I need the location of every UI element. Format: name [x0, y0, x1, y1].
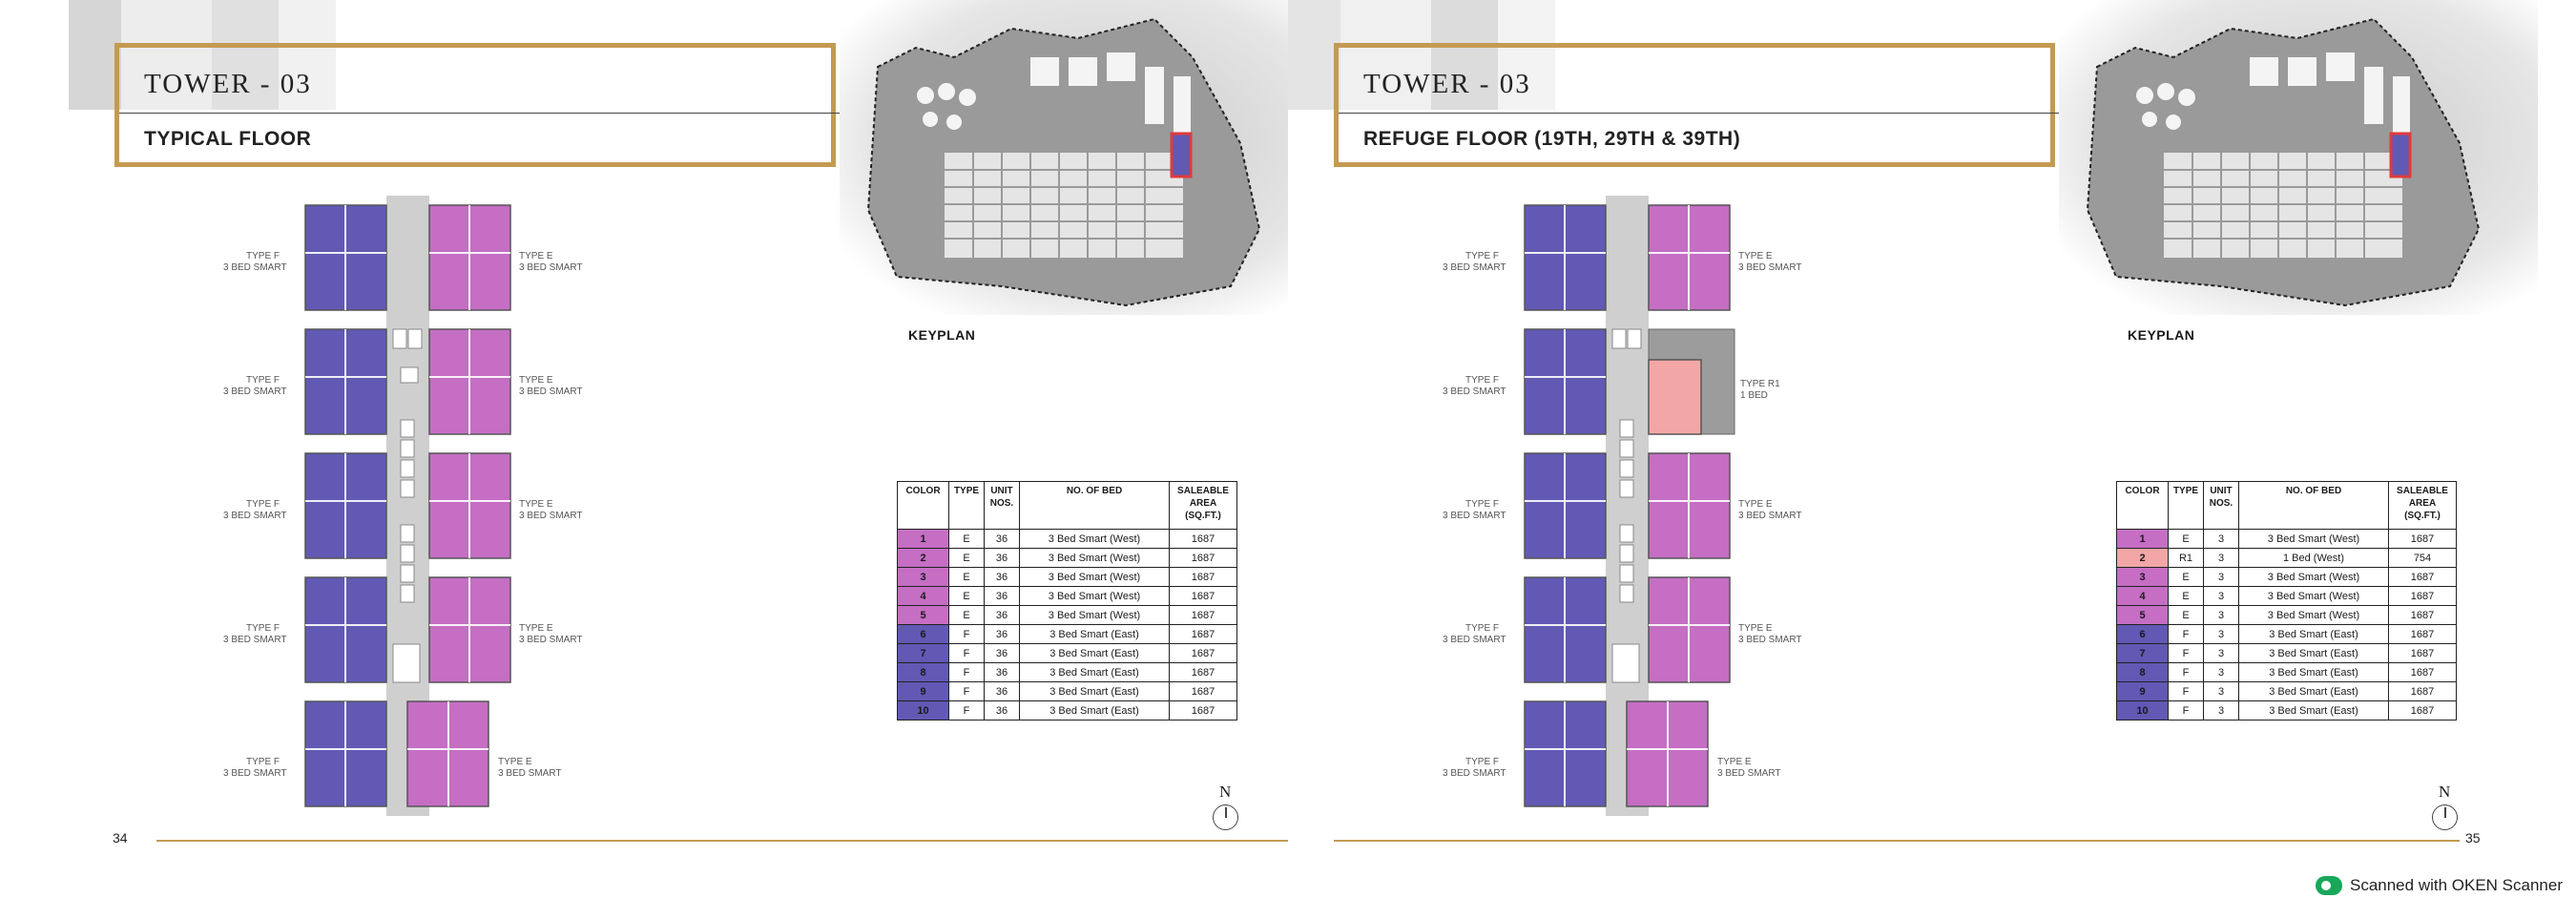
unit-type-label: TYPE F: [1465, 375, 1500, 386]
unit-count-cell: 3: [2204, 587, 2239, 606]
area-cell: 1687: [1170, 644, 1237, 663]
unit-count-cell: 36: [985, 587, 1020, 606]
bedroom-cell: 3 Bed Smart (West): [2239, 606, 2389, 625]
keyplan-map: [840, 0, 1319, 315]
header-cell: UNIT NOS.: [2204, 482, 2239, 530]
unit-type-label: TYPE E: [498, 757, 532, 767]
unit-desc-label: 3 BED SMART: [1717, 768, 1781, 779]
unit-type-label: TYPE E: [1738, 623, 1773, 634]
area-cell: 1687: [1170, 568, 1237, 587]
bedroom-cell: 3 Bed Smart (West): [1020, 587, 1170, 606]
type-cell: E: [2169, 606, 2204, 625]
page-number: 35: [2465, 830, 2481, 846]
keyplan-label: KEYPLAN: [2128, 327, 2195, 343]
unit-desc-label: 3 BED SMART: [223, 511, 287, 521]
area-cell: 1687: [1170, 682, 1237, 701]
color-swatch-cell: 1: [2117, 530, 2169, 549]
table-row: [898, 549, 1237, 568]
title-box: [114, 43, 836, 167]
unit-count-cell: 3: [2204, 549, 2239, 568]
unit-type-label: TYPE F: [246, 251, 280, 261]
type-cell: F: [2169, 663, 2204, 682]
unit-type-label: TYPE F: [1465, 757, 1500, 767]
unit-type-label: TYPE E: [519, 251, 553, 261]
unit-type-label: TYPE F: [1465, 623, 1500, 634]
bedroom-cell: 3 Bed Smart (West): [2239, 530, 2389, 549]
page-number: 34: [113, 830, 128, 846]
title-divider: [1339, 113, 2060, 114]
unit-count-cell: 36: [985, 530, 1020, 549]
unit-desc-label: 3 BED SMART: [1443, 511, 1506, 521]
bedroom-cell: 3 Bed Smart (West): [1020, 530, 1170, 549]
bedroom-cell: 3 Bed Smart (East): [1020, 663, 1170, 682]
area-cell: 1687: [1170, 549, 1237, 568]
unit-desc-label: 3 BED SMART: [519, 635, 583, 645]
table-row: [898, 644, 1237, 663]
bedroom-cell: 3 Bed Smart (East): [2239, 701, 2389, 721]
bedroom-cell: 3 Bed Smart (West): [2239, 587, 2389, 606]
unit-schedule-table: [897, 481, 1237, 721]
unit-type-label: TYPE F: [1465, 499, 1500, 510]
table-row: [2117, 701, 2457, 721]
brochure-page-right: [1288, 0, 2509, 870]
unit-count-cell: 3: [2204, 644, 2239, 663]
scanner-watermark: [2316, 876, 2563, 895]
area-cell: 1687: [1170, 606, 1237, 625]
keyplan-map: [2059, 0, 2538, 315]
unit-desc-label: 3 BED SMART: [1443, 386, 1506, 397]
type-cell: F: [949, 663, 985, 682]
unit-desc-label: 3 BED SMART: [1443, 635, 1506, 645]
table-row: [2117, 663, 2457, 682]
table-row: [898, 625, 1237, 644]
unit-type-label: TYPE F: [246, 375, 280, 386]
unit-count-cell: 36: [985, 568, 1020, 587]
table-header-row: [898, 482, 1237, 530]
color-swatch-cell: 3: [898, 568, 949, 587]
color-swatch-cell: 6: [2117, 625, 2169, 644]
color-swatch-cell: 9: [898, 682, 949, 701]
bedroom-cell: 3 Bed Smart (East): [1020, 644, 1170, 663]
table-row: [2117, 587, 2457, 606]
bedroom-cell: 3 Bed Smart (West): [2239, 568, 2389, 587]
unit-desc-label: 3 BED SMART: [223, 635, 287, 645]
watermark-text: Scanned with OKEN Scanner: [2349, 876, 2563, 894]
header-cell: SALEABLE AREA (SQ.FT.): [2389, 482, 2457, 530]
type-cell: E: [2169, 587, 2204, 606]
unit-desc-label: 3 BED SMART: [498, 768, 562, 779]
area-cell: 1687: [2389, 568, 2457, 587]
bedroom-cell: 3 Bed Smart (East): [2239, 682, 2389, 701]
color-swatch-cell: 7: [898, 644, 949, 663]
area-cell: 1687: [1170, 625, 1237, 644]
unit-desc-label: 3 BED SMART: [1443, 262, 1506, 273]
bedroom-cell: 3 Bed Smart (East): [2239, 644, 2389, 663]
oken-scanner-logo-icon: [2316, 876, 2342, 895]
brochure-page-left: [69, 0, 1290, 870]
type-cell: F: [949, 682, 985, 701]
table-body: [2117, 530, 2457, 721]
unit-type-label: TYPE E: [1717, 757, 1752, 767]
type-cell: E: [949, 606, 985, 625]
area-cell: 1687: [2389, 644, 2457, 663]
tower-title: TOWER - 03: [144, 69, 312, 99]
color-swatch-cell: 6: [898, 625, 949, 644]
table-row: [898, 663, 1237, 682]
area-cell: 1687: [2389, 587, 2457, 606]
area-cell: 1687: [2389, 530, 2457, 549]
unit-count-cell: 3: [2204, 663, 2239, 682]
header-cell: UNIT NOS.: [985, 482, 1020, 530]
type-cell: E: [949, 530, 985, 549]
header-cell: TYPE: [949, 482, 985, 530]
table-row: [898, 530, 1237, 549]
color-swatch-cell: 10: [2117, 701, 2169, 721]
refuge-floor-plan: [1443, 196, 1844, 825]
color-swatch-cell: 2: [898, 549, 949, 568]
bedroom-cell: 3 Bed Smart (West): [1020, 606, 1170, 625]
table-row: [2117, 530, 2457, 549]
header-cell: NO. OF BED: [2239, 482, 2389, 530]
unit-type-label: TYPE F: [1465, 251, 1500, 261]
unit-type-label: TYPE R1: [1740, 379, 1780, 389]
floor-title: TYPICAL FLOOR: [144, 128, 312, 150]
table-row: [2117, 682, 2457, 701]
area-cell: 1687: [1170, 663, 1237, 682]
unit-desc-label: 3 BED SMART: [519, 511, 583, 521]
color-swatch-cell: 9: [2117, 682, 2169, 701]
unit-count-cell: 36: [985, 663, 1020, 682]
area-cell: 1687: [2389, 663, 2457, 682]
footer-divider: [156, 840, 1290, 842]
unit-type-label: TYPE E: [519, 499, 553, 510]
unit-count-cell: 3: [2204, 606, 2239, 625]
bedroom-cell: 1 Bed (West): [2239, 549, 2389, 568]
color-swatch-cell: 4: [898, 587, 949, 606]
color-swatch-cell: 3: [2117, 568, 2169, 587]
north-compass-icon: [2429, 783, 2463, 840]
title-box: [1334, 43, 2055, 167]
type-cell: F: [2169, 682, 2204, 701]
type-cell: R1: [2169, 549, 2204, 568]
unit-desc-label: 3 BED SMART: [1443, 768, 1506, 779]
color-swatch-cell: 5: [2117, 606, 2169, 625]
type-cell: E: [949, 568, 985, 587]
unit-desc-label: 3 BED SMART: [1738, 262, 1802, 273]
bedroom-cell: 3 Bed Smart (West): [1020, 568, 1170, 587]
bedroom-cell: 3 Bed Smart (East): [1020, 682, 1170, 701]
typical-floor-plan: [223, 196, 625, 825]
area-cell: 1687: [2389, 682, 2457, 701]
area-cell: 1687: [1170, 587, 1237, 606]
unit-count-cell: 3: [2204, 682, 2239, 701]
bedroom-cell: 3 Bed Smart (East): [1020, 701, 1170, 721]
tower-title: TOWER - 03: [1363, 69, 1531, 99]
unit-count-cell: 36: [985, 625, 1020, 644]
compass-letter: N: [1219, 783, 1232, 801]
unit-schedule-table: [2116, 481, 2457, 721]
area-cell: 1687: [2389, 701, 2457, 721]
table-row: [898, 587, 1237, 606]
header-cell: COLOR: [898, 482, 949, 530]
table-row: [2117, 549, 2457, 568]
table-row: [898, 701, 1237, 721]
table-row: [898, 568, 1237, 587]
type-cell: F: [949, 701, 985, 721]
bedroom-cell: 3 Bed Smart (East): [2239, 663, 2389, 682]
unit-type-label: TYPE F: [246, 623, 280, 634]
unit-count-cell: 3: [2204, 530, 2239, 549]
area-cell: 1687: [1170, 701, 1237, 721]
unit-type-label: TYPE E: [519, 375, 553, 386]
table-row: [2117, 606, 2457, 625]
unit-count-cell: 3: [2204, 625, 2239, 644]
header-cell: SALEABLE AREA (SQ.FT.): [1170, 482, 1237, 530]
header-cell: TYPE: [2169, 482, 2204, 530]
area-cell: 1687: [2389, 606, 2457, 625]
unit-count-cell: 36: [985, 606, 1020, 625]
unit-desc-label: 3 BED SMART: [1738, 635, 1802, 645]
table-row: [2117, 568, 2457, 587]
color-swatch-cell: 1: [898, 530, 949, 549]
unit-desc-label: 3 BED SMART: [519, 386, 583, 397]
unit-count-cell: 3: [2204, 701, 2239, 721]
unit-count-cell: 36: [985, 644, 1020, 663]
floor-title: REFUGE FLOOR (19TH, 29TH & 39TH): [1363, 128, 1741, 150]
unit-count-cell: 36: [985, 682, 1020, 701]
unit-desc-label: 3 BED SMART: [223, 262, 287, 273]
footer-divider: [1334, 840, 2460, 842]
unit-desc-label: 3 BED SMART: [519, 262, 583, 273]
type-cell: E: [2169, 530, 2204, 549]
compass-letter: N: [2439, 783, 2451, 801]
color-swatch-cell: 8: [2117, 663, 2169, 682]
type-cell: F: [2169, 625, 2204, 644]
area-cell: 1687: [2389, 625, 2457, 644]
keyplan-label: KEYPLAN: [908, 327, 976, 343]
table-row: [898, 682, 1237, 701]
unit-type-label: TYPE F: [246, 757, 280, 767]
header-cell: COLOR: [2117, 482, 2169, 530]
unit-desc-label: 3 BED SMART: [223, 386, 287, 397]
bedroom-cell: 3 Bed Smart (East): [1020, 625, 1170, 644]
table-row: [2117, 625, 2457, 644]
type-cell: E: [949, 587, 985, 606]
type-cell: E: [2169, 568, 2204, 587]
bedroom-cell: 3 Bed Smart (West): [1020, 549, 1170, 568]
table-header-row: [2117, 482, 2457, 530]
unit-count-cell: 36: [985, 701, 1020, 721]
color-swatch-cell: 7: [2117, 644, 2169, 663]
table-body: [898, 530, 1237, 721]
area-cell: 754: [2389, 549, 2457, 568]
type-cell: F: [2169, 644, 2204, 663]
type-cell: F: [949, 625, 985, 644]
type-cell: E: [949, 549, 985, 568]
type-cell: F: [2169, 701, 2204, 721]
color-swatch-cell: 5: [898, 606, 949, 625]
color-swatch-cell: 10: [898, 701, 949, 721]
header-cell: NO. OF BED: [1020, 482, 1170, 530]
unit-type-label: TYPE E: [519, 623, 553, 634]
area-cell: 1687: [1170, 530, 1237, 549]
table-row: [2117, 644, 2457, 663]
table-row: [898, 606, 1237, 625]
unit-count-cell: 36: [985, 549, 1020, 568]
type-cell: F: [949, 644, 985, 663]
color-swatch-cell: 2: [2117, 549, 2169, 568]
bedroom-cell: 3 Bed Smart (East): [2239, 625, 2389, 644]
unit-type-label: TYPE F: [246, 499, 280, 510]
north-compass-icon: [1210, 783, 1244, 840]
unit-count-cell: 3: [2204, 568, 2239, 587]
unit-type-label: TYPE E: [1738, 499, 1773, 510]
unit-type-label: TYPE E: [1738, 251, 1773, 261]
unit-desc-label: 1 BED: [1740, 390, 1768, 401]
title-divider: [119, 113, 841, 114]
unit-desc-label: 3 BED SMART: [223, 768, 287, 779]
color-swatch-cell: 8: [898, 663, 949, 682]
unit-desc-label: 3 BED SMART: [1738, 511, 1802, 521]
color-swatch-cell: 4: [2117, 587, 2169, 606]
